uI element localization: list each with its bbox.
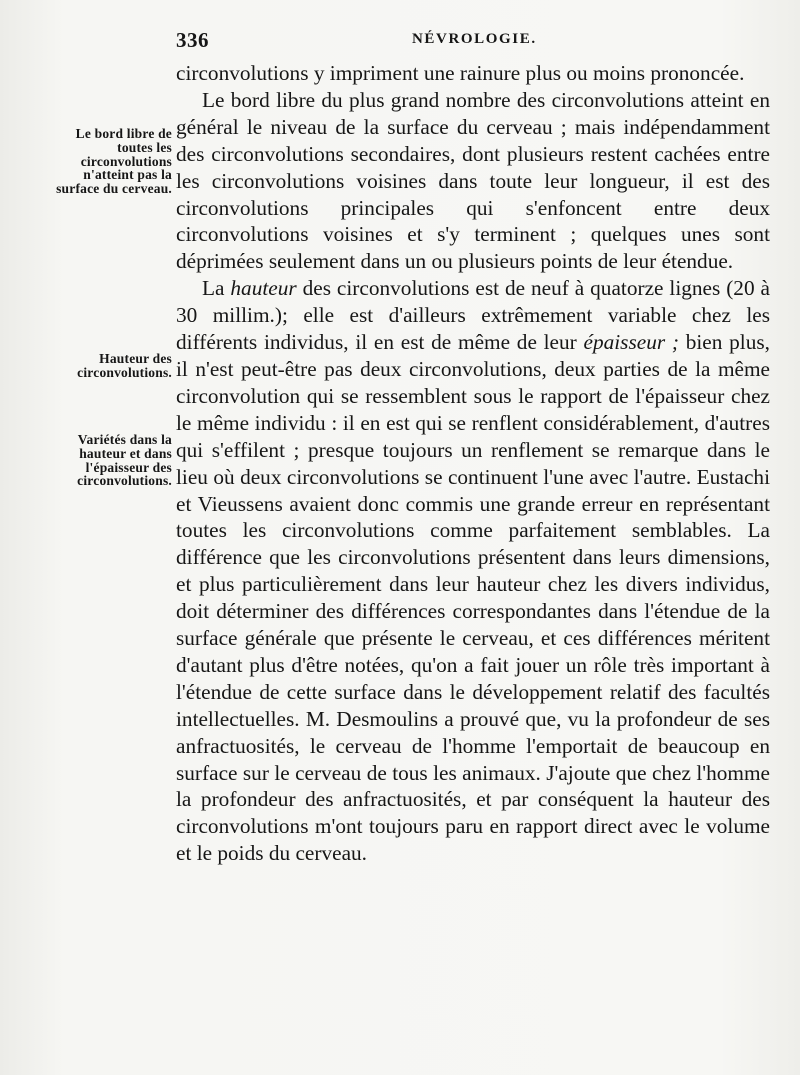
paragraph-free-edge: Le bord libre du plus grand nombre des circonvolutions atteint en général le niveau de la surface du cerveau ; mais indépendamment des circonvolutions secondaires, dont plusieurs restent cachées entre les circonvolutions voisines dans toute leur longueur, il est des circonvolutions principales qui s'enfoncent entre deux circonvolutions voisines et s'y terminent ; quelques unes sont déprimées seulement dans un ou plusieurs points de leur étendue. <box>176 87 770 274</box>
page-number: 336 <box>176 28 209 52</box>
paragraph-continuation: circonvolutions y impriment une rainure plus ou moins prononcée. <box>176 61 745 85</box>
page-header <box>176 28 776 52</box>
paragraph-height-intro: La <box>202 276 231 301</box>
margin-note-height: Hauteur des circonvolutions. <box>77 351 172 380</box>
term-hauteur: hauteur <box>230 276 297 301</box>
margin-note-variations: Variétés dans la hauteur et dans l'épaisseur des circonvolutions. <box>77 432 172 489</box>
paragraph-height-text: des circonvolutions est de neuf à quatorze lignes (20 à 30 millim.); elle est d'ailleurs extrêmement variable chez les différents individus, il en est de même de leur <box>176 276 770 355</box>
body-text <box>176 60 770 867</box>
paragraph-height-rest: bien plus, il n'est peut-être pas deux circonvolutions, deux parties de la même circonvolution qui se ressemblent sous le rapport de l'épaisseur chez le même individu : il en est qui se renflent considérablement, d'autres qui s'effilent ; presque toujours un renflement se remarque dans le lieu où deux circonvolutions se continuent l'une avec l'autre. Eustachi et Vieussens avaient donc commis une grande erreur en représentant toutes les circonvolutions comme parfaitement semblables. La différence que les circonvolutions présentent dans leurs dimensions, et plus particulièrement dans leur hauteur chez les divers individus, doit déterminer des différences correspondantes dans l'étendue de la surface générale que présente le cerveau, et ces différences méritent d'autant plus d'être notées, qu'on a fait jouer un rôle très important à l'étendue de cette surface dans le développement relatif des facultés intellectuelles. M. Desmoulins a prouvé que, vu la profondeur de ses anfractuosités, le cerveau de l'homme l'emportait de beaucoup en surface sur le cerveau de tous les animaux. J'ajoute que chez l'homme la profondeur des anfractuosités, et par conséquent la hauteur des circonvolutions m'ont toujours paru en rapport direct avec le volume et le poids du cerveau. <box>176 330 770 866</box>
paragraph-height <box>176 275 770 867</box>
term-epaisseur: épaisseur ; <box>583 330 679 355</box>
margin-note-free-edge: Le bord libre de toutes les circonvolutions n'atteint pas la surface du cerveau. <box>56 126 172 197</box>
running-title: NÉVROLOGIE. <box>412 31 537 47</box>
